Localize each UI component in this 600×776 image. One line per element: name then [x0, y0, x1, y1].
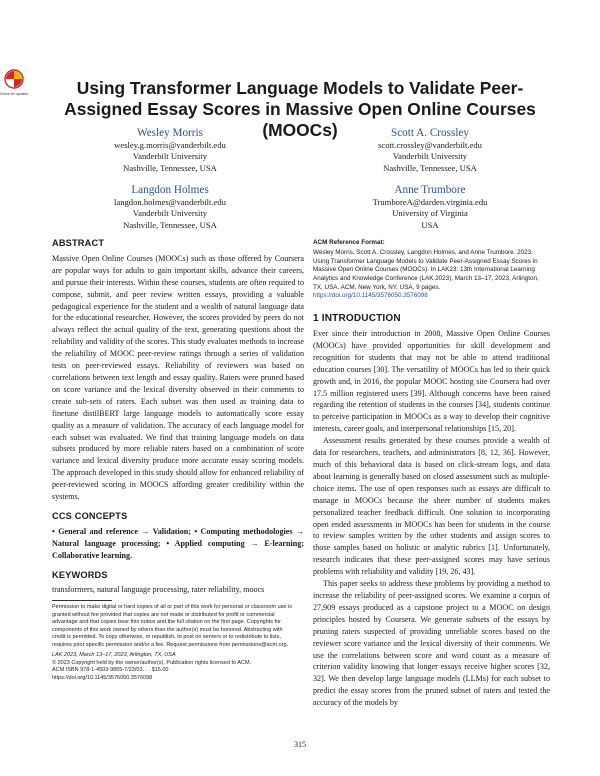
author-block-4 — [300, 183, 560, 231]
reference-heading: ACM Reference Format: — [313, 239, 385, 246]
left-column — [52, 238, 304, 596]
footnote — [52, 600, 292, 682]
author-location: Nashville, Tennessee, USA — [123, 219, 217, 230]
author-affiliation: Vanderbilt University — [132, 151, 208, 162]
paper-title: Using Transformer Language Models to Validate Peer-Assigned Essay Scores in Massive Open Online Courses (MOOCs) — [64, 78, 536, 140]
author-email: langdon.holmes@vanderbilt.edu — [114, 197, 226, 207]
ccs-text: • General and reference → Validation; • Computing methodologies → Natural language processing; • Applied computing → E-learning; Collaborative learning. — [52, 526, 304, 560]
keywords-text: transformers, natural language processing, rater reliability, moocs — [52, 585, 265, 595]
page-number: 315 — [294, 740, 306, 749]
footnote-doi[interactable]: https://doi.org/10.1145/3576050.3576098 — [52, 674, 153, 681]
author-email: wesley.g.morris@vanderbilt.edu — [114, 140, 226, 150]
author-affiliation: Vanderbilt University — [392, 151, 468, 162]
keywords-heading: KEYWORDS — [52, 569, 108, 580]
author-name: Wesley Morris — [137, 127, 203, 139]
footnote-conference: LAK 2023, March 13–17, 2023, Arlington, TX, USA — [52, 652, 176, 658]
footnote-copyright: © 2023 Copyright held by the owner/author(s). Publication rights licensed to ACM. — [52, 659, 252, 666]
author-email: TrumboreA@darden.virginia.edu — [372, 197, 488, 207]
author-location: Nashville, Tennessee, USA — [383, 162, 477, 173]
intro-paragraph-1: Ever since their introduction in 2008, Massive Open Online Courses (MOOCs) have provided opportunities for skill development and recognition for students that may not be able to attend traditional education courses [30]. The versatility of MOOCs has led to their quick growth and, in 2016, the popular MOOC hosting site Coursera had over 17.5 million registered users [39]. Although concerns have been raised regarding the retention of students in the courses [34], students continue to perceive participation in MOOCs as a way to develop their cognitive interests, career goals, and interpersonal relationships [15, 20]. — [313, 329, 550, 434]
author-name: Scott A. Crossley — [390, 127, 469, 139]
introduction-heading: 1 INTRODUCTION — [313, 313, 401, 325]
reference-doi-link[interactable]: https://doi.org/10.1145/3576050.3576098 — [313, 292, 428, 300]
author-name: Anne Trumbore — [394, 184, 466, 196]
author-block-1 — [40, 126, 300, 174]
ccs-heading: CCS CONCEPTS — [52, 510, 128, 521]
intro-paragraph-2: Assessment results generated by these courses provide a wealth of data for researchers, teachers, and administrators [8, 12, 36]. However, much of this behavioral data is based on click-stream logs, and data about learning is generally based on closed assessment such as multiple-choice items. The use of open responses such as essays are difficult to manage in MOOCs because the sheer number of students makes personalized teacher feedback difficult. One solution to incorporating open ended assessments in MOOCs has been for students in the course to review samples written by the other students and assign scores to those samples based on holistic or analytic rubrics [1]. Unfortunately, research indicates that these peer-assigned scores may have serious problems with reliability and validity [19, 26, 43]. — [313, 436, 550, 577]
abstract-text: Massive Open Online Courses (MOOCs) such as those offered by Coursera are popular ways for adults to gain important skills, advance their careers, and pursue their interests. Within these courses, students are often required to compose, submit, and peer review written essays, providing a valuable pedagogical experience for the student and a wealth of natural language data for the educational researcher. However, the scores provided by peers do not always reflect the actual quality of the text, generating questions about the reliability and validity of the scores. This study evaluates methods to increase the reliability of MOOC peer-review ratings through a series of validation tests on peer-reviewed essays. Reliability of reviewers was based on correlations between text length and essay quality. Raters were pruned based on score variance and the lexical diversity observed in their comments to create sub-sets of raters. Each subset was then used as training data to finetune distilBERT large language models to automatically score essay quality as a measure of validation. The accuracy of each language model for each subset was evaluated. We find that training language models on data subsets produced by more reliable raters based on a combination of score variance and lexical diversity produce more accurate essay scoring models. The approach developed in this study should allow for enhanced reliability of peer-reviewed scoring in MOOCS affording greater credibility within the systems. — [52, 253, 304, 502]
intro-paragraph-3: This paper seeks to address these problems by providing a method to increase the reliability of peer-assigned scores. We examine a corpus of 27,909 essays produced as a capstone project to a MOOC on design principles hosted by Coursera. We generate subsets of the essays by pruning raters suspected of providing unreliable scores based on the reviewer score variance and the lexical diversity of their comments. We use the correlations between score and word count as a measure of criterion validity knowing that longer essays receive higher scores [32, 32]. We then develop large language models (LLMs) for each subset to predict the essay scores from the pruned subset of raters and tested the accuracy of the models by — [313, 579, 550, 708]
check-for-updates-icon[interactable] — [0, 68, 29, 100]
author-location: Nashville, Tennessee, USA — [123, 162, 217, 173]
author-block-2 — [300, 126, 560, 174]
footnote-rule — [52, 600, 112, 601]
author-name: Langdon Holmes — [131, 184, 209, 196]
author-email: scott.crossley@vanderbilt.edu — [378, 140, 482, 150]
right-column — [313, 237, 550, 709]
author-block-3 — [40, 183, 300, 231]
author-affiliation: University of Virginia — [392, 208, 468, 219]
check-for-updates-label: Check for updates — [0, 92, 29, 96]
reference-text: Wesley Morris, Scott A. Crossley, Langdon Holmes, and Anne Trumbore. 2023. Using Transformer Language Models to Validate Peer-Assigned Essay Scores in Massive Open Online Courses (MOOCs). In LAK23: 13th International Learning Analytics and Knowledge Conference (LAK 2023), March 13–17, 2023, Arlington, TX, USA. ACM, New York, NY, USA, 9 pages. — [313, 248, 539, 291]
author-affiliation: Vanderbilt University — [132, 208, 208, 219]
author-location: USA — [421, 219, 439, 230]
footnote-permission: Permission to make digital or hard copies of all or part of this work for personal or classroom use is granted without fee provided that copies are not made or distributed for profit or commercial advantage and that copies bear this notice and the full citation on the first page. Copyrights for components of this work owned by others than the author(s) must be honored. Abstracting with credit is permitted. To copy otherwise, or republish, to post on servers or to redistribute to lists, requires prior specific permission and/or a fee. Request permissions from permissions@acm.org. — [52, 604, 292, 648]
footnote-isbn: ACM ISBN 978-1-4503-9865-7/23/03. . . $15.00 — [52, 667, 169, 673]
abstract-heading: ABSTRACT — [52, 238, 105, 248]
